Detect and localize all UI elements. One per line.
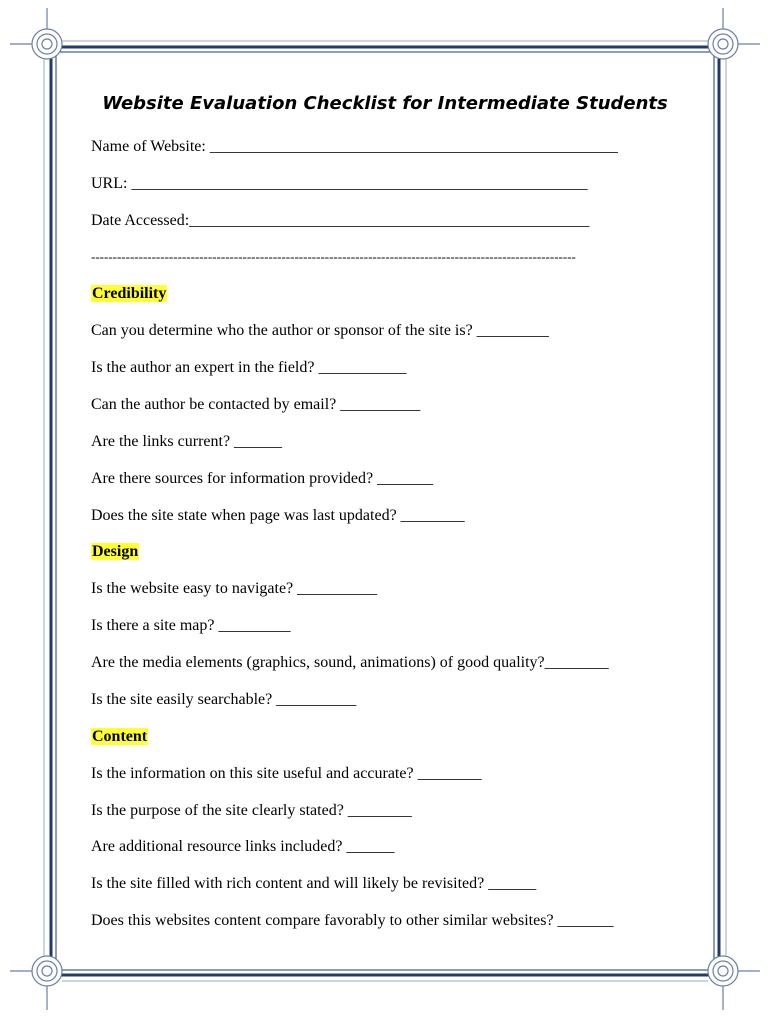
field-label: Date Accessed: <box>91 212 190 229</box>
field-label: Name of Website: <box>91 138 206 155</box>
field-blank: _________________________________________________________ <box>131 175 588 192</box>
question-item: Can you determine who the author or sponsor of the site is? _________ <box>91 322 549 339</box>
section-heading-content: Content <box>92 728 148 745</box>
question-item: Does the site state when page was last updated? ________ <box>91 507 465 524</box>
question-item: Does this websites content compare favorably to other similar websites? _______ <box>91 912 614 929</box>
question-item: Are the media elements (graphics, sound, animations) of good quality?________ <box>91 654 609 671</box>
question-item: Is the information on this site useful and accurate? ________ <box>91 765 482 782</box>
field-url <box>91 174 587 194</box>
field-label: URL: <box>91 175 128 192</box>
question-item: Is the site filled with rich content and will likely be revisited? ______ <box>91 875 537 892</box>
field-date-accessed <box>91 211 589 231</box>
section-heading-design: Design <box>92 543 139 560</box>
field-blank: __________________________________________________ <box>189 212 590 229</box>
question-item: Is the purpose of the site clearly stated? ________ <box>91 802 412 819</box>
question-item: Can the author be contacted by email? __________ <box>91 396 421 413</box>
document-title: Website Evaluation Checklist for Intermediate Students <box>102 93 668 114</box>
question-item: Are additional resource links included? ______ <box>91 838 395 855</box>
question-item: Is the site easily searchable? __________ <box>91 691 357 708</box>
field-name-of-website <box>91 137 618 157</box>
question-item: Is the website easy to navigate? __________ <box>91 580 378 597</box>
question-item: Are there sources for information provided? _______ <box>91 470 434 487</box>
separator-line: ---------------------------------------------------------------------------------------------------------------- <box>91 249 576 264</box>
question-item: Is the author an expert in the field? ___________ <box>91 359 407 376</box>
question-item: Is there a site map? _________ <box>91 617 291 634</box>
field-blank: ___________________________________________________ <box>209 138 618 155</box>
question-item: Are the links current? ______ <box>91 433 283 450</box>
section-heading-credibility: Credibility <box>92 285 167 302</box>
